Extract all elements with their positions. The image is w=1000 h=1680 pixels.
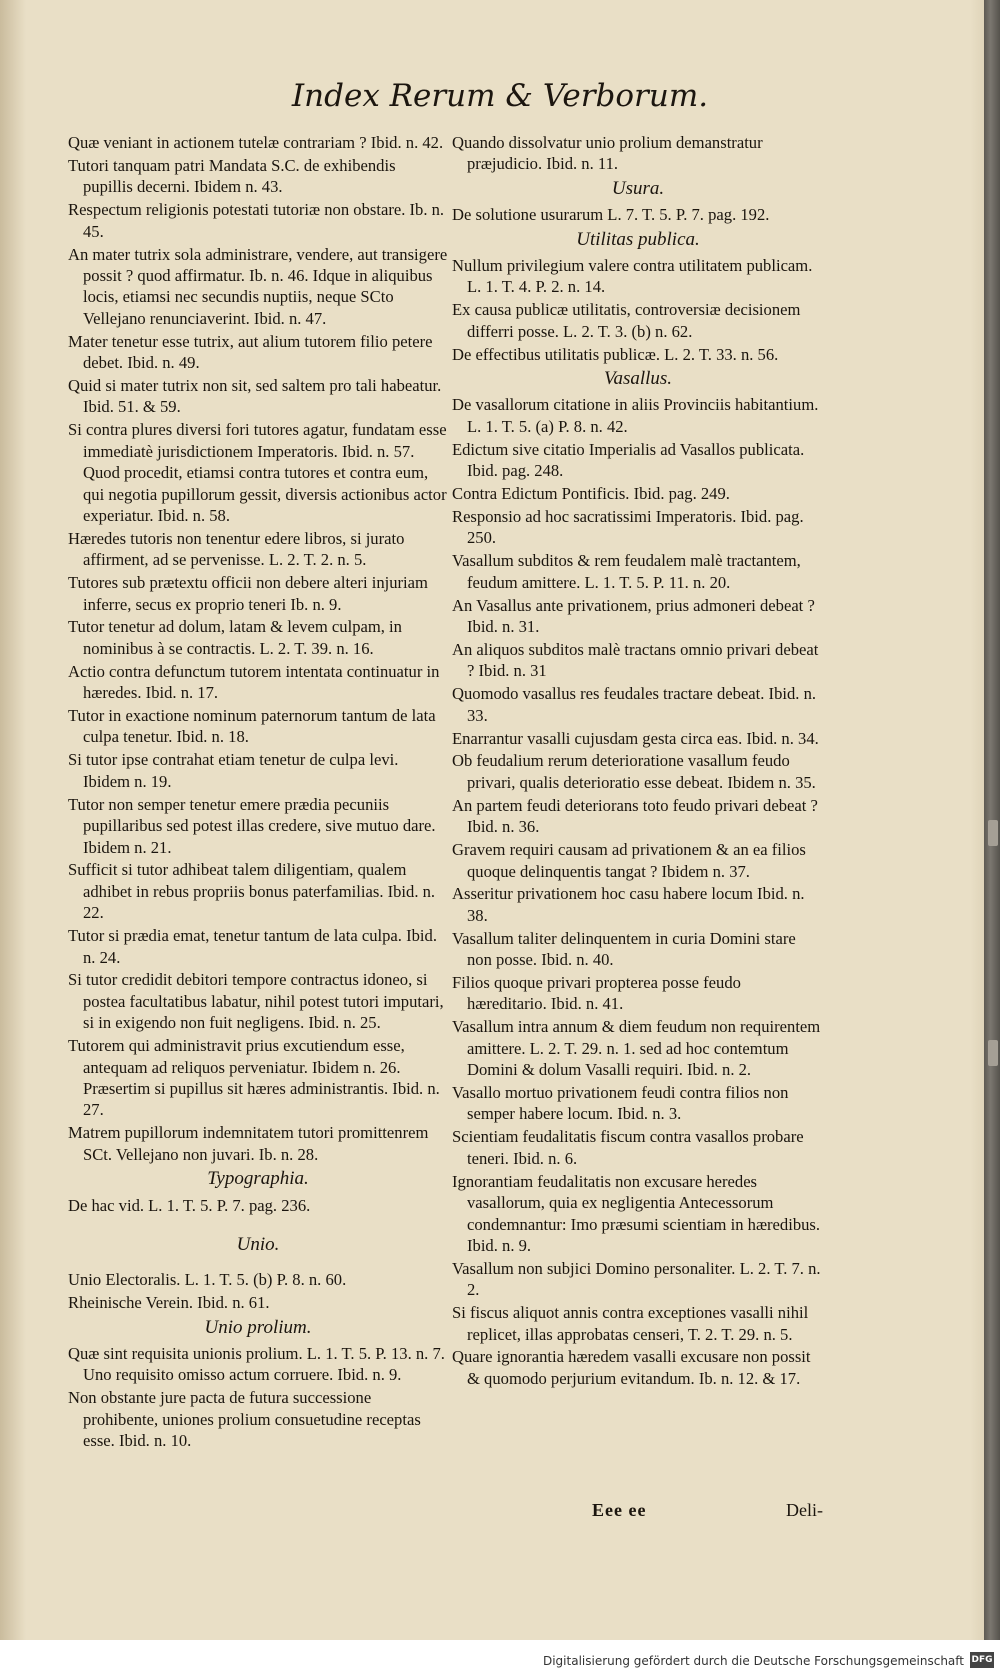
index-entry: An Vasallus ante privationem, prius admoneri debeat ? Ibid. n. 31.: [452, 595, 815, 637]
index-entry: Quomodo vasallus res feudales tractare debeat. Ibid. n. 33.: [452, 684, 817, 725]
index-column-left: [68, 132, 448, 1453]
index-entry: Ob feudalium rerum deterioratione vasallum feudo privari, qualis deterioratio esse debeat. Ibidem n. 35.: [452, 751, 816, 792]
index-entry: Si fiscus aliquot annis contra exceptiones vasalli nihil replicet, illas approbatas censeri, T. 2. T. 29. n. 5.: [452, 1303, 809, 1344]
index-entry: Vasallum subditos & rem feudalem malè tractantem, feudum amittere. L. 1. T. 5. P. 11. n. 20.: [452, 551, 801, 592]
index-entry: Vasallum non subjici Domino personaliter. L. 2. T. 7. n. 2.: [452, 1258, 821, 1300]
index-entry: An aliquos subditos malè tractans omnio privari debeat ? Ibid. n. 31: [452, 639, 819, 681]
index-heading: Usura.: [611, 177, 665, 199]
index-entry: Rheinische Verein. Ibid. n. 61.: [68, 1293, 270, 1313]
index-entry: Contra Edictum Pontificis. Ibid. pag. 249.: [452, 484, 730, 504]
index-entry: An partem feudi deteriorans toto feudo privari debeat ? Ibid. n. 36.: [452, 795, 818, 837]
index-entry: Si contra plures diversi fori tutores agatur, fundatam esse immediatè jurisdictionem Imperatoris. Ibid. n. 57. Quod procedit, etiamsi contra tutores et contra eum, qui negotia pupillorum gessit, diversis actionibus actor experiatur. Ibid. n. 58.: [68, 420, 447, 525]
index-entry: Filios quoque privari propterea posse feudo hæreditario. Ibid. n. 41.: [452, 973, 741, 1014]
index-entry: Tutor non semper tenetur emere prædia pecuniis pupillaribus sed potest illas credere, sive mutuo dare. Ibidem n. 21.: [68, 794, 436, 857]
index-entry: Matrem pupillorum indemnitatem tutori promittenrem SCt. Vellejano non juvari. Ib. n. 28.: [68, 1123, 429, 1164]
index-entry: Asseritur privationem hoc casu habere locum Ibid. n. 38.: [452, 884, 805, 925]
index-entry: Quando dissolvatur unio prolium demanstratur præjudicio. Ibid. n. 11.: [452, 133, 763, 174]
index-entry: Vasallum intra annum & diem feudum non requirentem amittere. L. 2. T. 29. n. 1. sed ad hoc contemtum Domini & dolum Vasalli requiri. Ibid. n. 2.: [452, 1017, 821, 1080]
index-entry: Tutorem qui administravit prius excutiendum esse, antequam ad reliquos perveniatur. Ibidem n. 26. Præsertim si pupillus sit hæres administrantis. Ibid. n. 27.: [68, 1036, 440, 1120]
index-heading: Utilitas publica.: [576, 228, 700, 250]
index-entry: Respectum religionis potestati tutoriæ non obstare. Ib. n. 45.: [68, 200, 445, 241]
index-entry: Responsio ad hoc sacratissimi Imperatoris. Ibid. pag. 250.: [452, 507, 804, 548]
index-entry: Scientiam feudalitatis fiscum contra vasallos probare teneri. Ibid. n. 6.: [452, 1127, 804, 1168]
funding-credit: Digitalisierung gefördert durch die Deutsche Forschungsgemeinschaft: [542, 1654, 964, 1668]
footer-bar: [0, 1640, 1000, 1680]
index-entry: An mater tutrix sola administrare, vendere, aut transigere possit ? quod affirmatur. Ib. n. 46. Idque in aliquibus locis, etiamsi nec secundis nuptiis, neque SCto Vellejano renunciaverint. Ibid. n. 47.: [68, 244, 448, 328]
index-entry: Si tutor ipse contrahat etiam tenetur de culpa levi. Ibidem n. 19.: [68, 750, 399, 791]
index-entry: Edictum sive citatio Imperialis ad Vasallos publicata. Ibid. pag. 248.: [452, 439, 805, 481]
index-entry: Si tutor credidit debitori tempore contractus idoneo, si postea facultatibus labatur, nihil potest tutori imputari, si in exigendo non fuit negligens. Ibid. n. 25.: [68, 970, 444, 1033]
dfg-logo: DFG: [970, 1652, 994, 1668]
index-entry: De effectibus utilitatis publicæ. L. 2. T. 33. n. 56.: [452, 344, 779, 364]
index-heading: Vasallus.: [603, 368, 673, 390]
page-title: Index Rerum & Verborum.: [291, 78, 709, 114]
tab-marker: [988, 820, 998, 846]
index-entry: Vasallum taliter delinquentem in curia Domini stare non posse. Ibid. n. 40.: [452, 928, 796, 970]
index-entry: Ignorantiam feudalitatis non excusare heredes vasallorum, quia ex negligentia Antecessorum condemnantur: Imo præsumi scientiam in hæredibus. Ibid. n. 9.: [452, 1171, 821, 1255]
index-entry: Enarrantur vasalli cujusdam gesta circa eas. Ibid. n. 34.: [452, 728, 819, 748]
index-entry: Tutores sub prætextu officii non debere alteri injuriam inferre, secus ex proprio teneri Ib. n. 9.: [68, 573, 428, 614]
tab-marker: [988, 1040, 998, 1066]
index-entry: Tutor tenetur ad dolum, latam & levem culpam, in nominibus à se contractis. L. 2. T. 39. n. 16.: [68, 617, 402, 658]
catchword: Deli-: [786, 1500, 823, 1520]
index-entry: Tutori tanquam patri Mandata S.C. de exhibendis pupillis decerni. Ibidem n. 43.: [68, 155, 396, 197]
index-entry: Gravem requiri causam ad privationem & an ea filios quoque delinquentis tangat ? Ibidem n. 37.: [452, 840, 806, 881]
index-entry: Tutor si prædia emat, tenetur tantum de lata culpa. Ibid. n. 24.: [68, 926, 437, 967]
index-entry: Sufficit si tutor adhibeat talem diligentiam, qualem adhibet in rebus propriis bonus paterfamilias. Ibid. n. 22.: [68, 860, 436, 923]
index-heading: Unio.: [236, 1233, 280, 1255]
page-edge: [984, 0, 1000, 1640]
index-entry: De hac vid. L. 1. T. 5. P. 7. pag. 236.: [68, 1195, 311, 1215]
index-heading: Typographia.: [207, 1168, 309, 1190]
index-entry: Tutor in exactione nominum paternorum tantum de lata culpa tenetur. Ibid. n. 18.: [68, 706, 436, 747]
index-entry: Ex causa publicæ utilitatis, controversiæ decisionem differri posse. L. 2. T. 3. (b) n. 62.: [452, 300, 801, 341]
index-column-right: [452, 132, 824, 1391]
index-entry: Quare ignorantia hæredem vasalli excusare non possit & quomodo perjurium evitandum. Ib. n. 12. & 17.: [452, 1347, 811, 1388]
index-entry: Quæ sint requisita unionis prolium. L. 1. T. 5. P. 13. n. 7. Uno requisito omisso actum corruere. Ibid. n. 9.: [68, 1344, 445, 1385]
index-entry: De solutione usurarum L. 7. T. 5. P. 7. pag. 192.: [452, 205, 770, 225]
signature-mark: Eee ee: [592, 1500, 647, 1520]
index-heading: Unio prolium.: [204, 1316, 312, 1338]
index-entry: Quid si mater tutrix non sit, sed saltem pro tali habeatur. Ibid. 51. & 59.: [68, 375, 442, 417]
index-entry: Unio Electoralis. L. 1. T. 5. (b) P. 8. n. 60.: [68, 1270, 347, 1290]
index-entry: Non obstante jure pacta de futura successione prohibente, uniones prolium consuetudine receptas esse. Ibid. n. 10.: [68, 1388, 421, 1451]
index-entry: Hæredes tutoris non tenentur edere libros, si jurato affirment, ad se pervenisse. L. 2. T. 2. n. 5.: [68, 528, 405, 570]
index-entry: De vasallorum citatione in aliis Provinciis habitantium. L. 1. T. 5. (a) P. 8. n. 42.: [452, 395, 819, 436]
index-entry: Quæ veniant in actionem tutelæ contrariam ? Ibid. n. 42.: [68, 133, 444, 152]
index-entry: Actio contra defunctum tutorem intentata continuatur in hæredes. Ibid. n. 17.: [68, 661, 440, 703]
index-entry: Nullum privilegium valere contra utilitatem publicam. L. 1. T. 4. P. 2. n. 14.: [452, 256, 813, 297]
index-entry: Vasallo mortuo privationem feudi contra filios non semper habere locum. Ibid. n. 3.: [452, 1083, 789, 1124]
index-entry: Mater tenetur esse tutrix, aut alium tutorem filio petere debet. Ibid. n. 49.: [68, 331, 433, 373]
